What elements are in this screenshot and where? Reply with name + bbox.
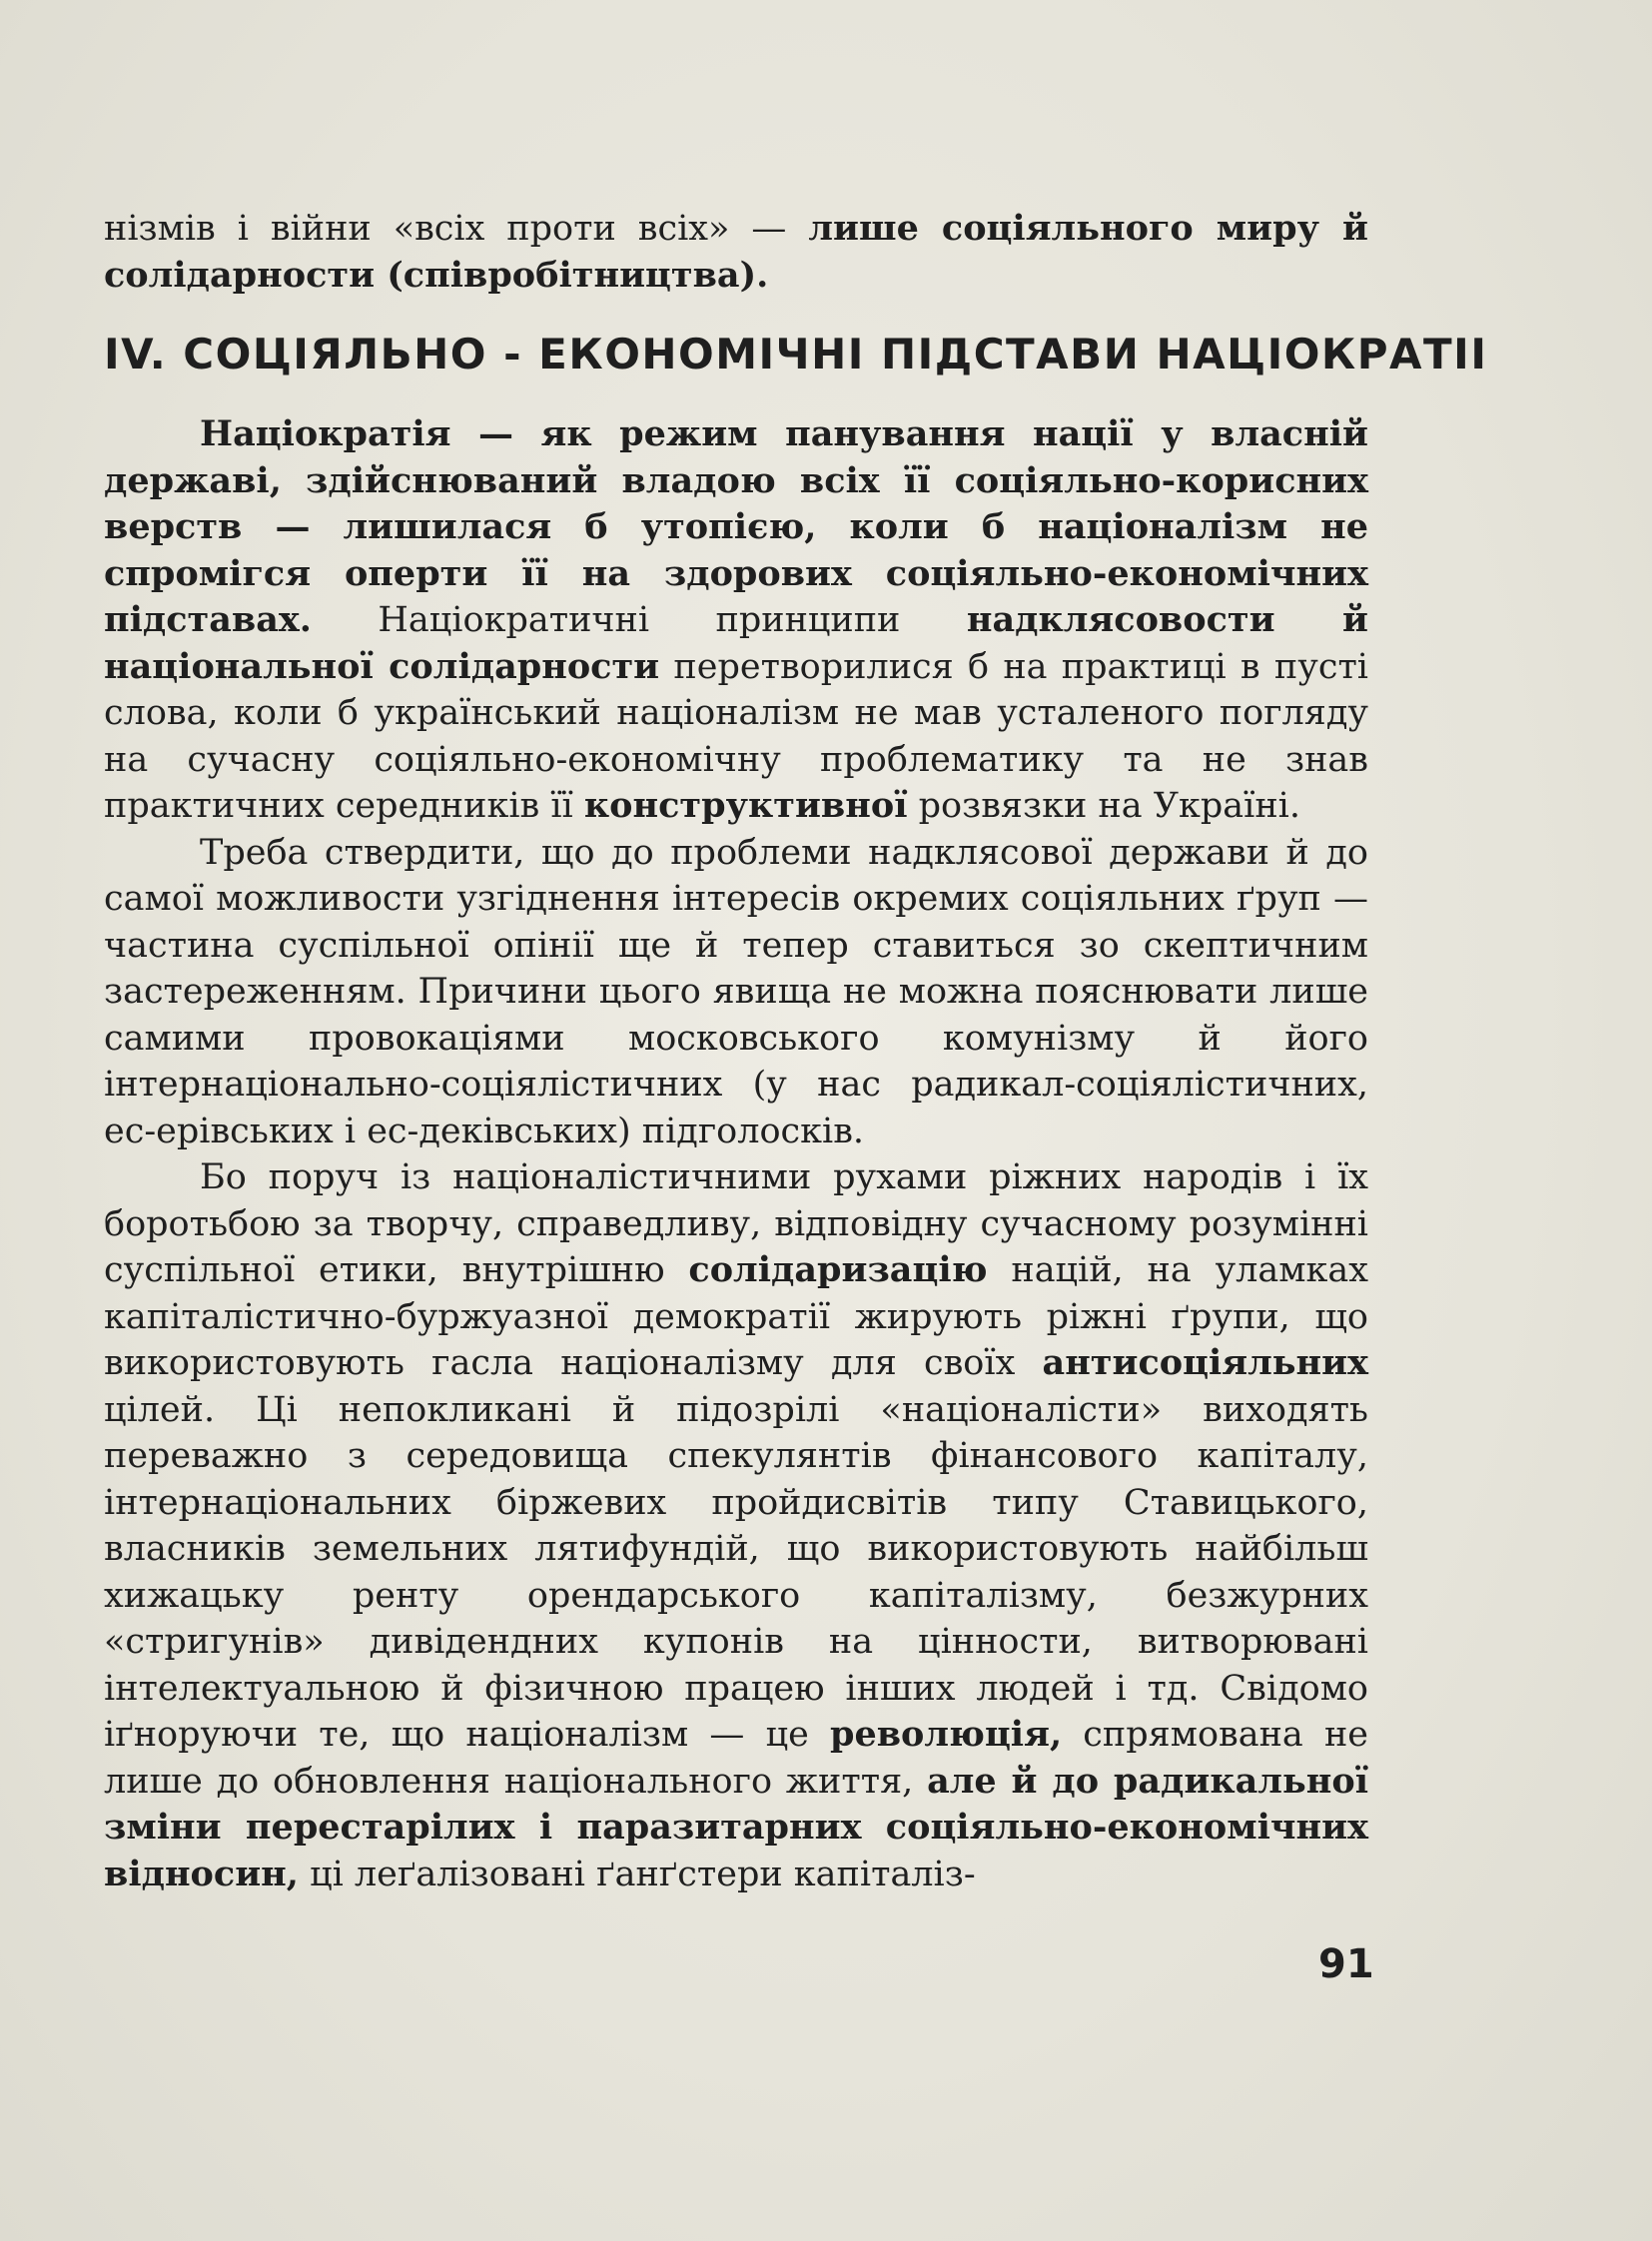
page-number: 91 — [1318, 1941, 1374, 1987]
body-text — [104, 411, 1368, 1897]
continued-text: нізмів і війни «всіх проти всіх» — — [104, 209, 809, 249]
p3-text-5: ці леґалізовані ґанґстери капіталіз- — [298, 1854, 976, 1894]
paragraph-2: Треба ствердити, що до проблеми надклясової держави й до самої можливости узгіднення інтересів окремих соціяльних ґруп — частина суспільної опінії ще й тепер ставиться зо скептичним застереженням. Причини цього явища не можна пояснювати лише самими провокаціями московського комунізму й його інтернаціонально-соціялістичних (у нас радикал-соціялістичних, ес-ерівських і ес-деківських) підголосків. — [104, 832, 1368, 1151]
paragraph-3 — [104, 1154, 1368, 1897]
continued-paragraph — [104, 206, 1368, 299]
p3-bold-revolution: революція, — [829, 1714, 1063, 1755]
paragraph-1 — [104, 411, 1368, 830]
p1-text-2: перетворилися б на практиці в пусті слова, коли б український націоналізм не мав усталеного погляду на сучасну соціяльно-економічну проблематику та не знав практичних середників її — [104, 646, 1368, 826]
p3-text-4: спрямована не лише до обновлення національного життя, — [104, 1715, 1368, 1802]
section-heading: IV. СОЦІЯЛЬНО - ЕКОНОМІЧНІ ПІДСТАВИ НАЦІОКРАТІІ — [104, 330, 1488, 378]
p3-bold-radical-change: але й до радикальної зміни перестарілих і паразитарних соціяльно-економічних відносин, — [104, 1760, 1368, 1894]
p3-text-3: цілей. Ці непокликані й підозрілі «націоналісти» виходять переважно з середовища спекулянтів фінансового капіталу, інтернаціональних біржевих пройдисвітів типу Ставицького, власників земельних лятифундій, що використовують найбільш хижацьку ренту орендарського капіталізму, безжурних «стригунів» дивідендних купонів на цінности, витворювані інтелектуальною й фізичною працею інших людей і тд. Свідомо іґноруючи те, що націоналізм — це — [104, 1389, 1368, 1755]
continued-bold-text-2: (співробітництва). — [375, 254, 769, 296]
continued-line-2 — [104, 253, 1368, 300]
p1-bold-intro: Націократія — як режим панування нації у власній державі, здійснюваний владою всіх її соціяльно-корисних верств — лишилася б утопією, коли б націоналізм не спромігся оперти її на здорових соціяльно-економічних підставах. — [104, 413, 1368, 640]
continued-bold-text: лише соціяльного миру й — [808, 208, 1368, 249]
p1-bold-principles: надклясовости й національної солідарности — [104, 599, 1368, 687]
p3-bold-solidarization: солідаризацію — [688, 1249, 988, 1290]
p3-text-2: націй, на уламках капіталістично-буржуазної демократії жирують ріжні ґрупи, що використовують гасла націоналізму для своїх — [104, 1250, 1368, 1383]
continued-bold-word: солідарности — [104, 254, 376, 296]
p3-text: Бо поруч із націоналістичними рухами ріжних народів і їх боротьбою за творчу, справедливу, відповідну сучасному розумінні суспільної етики, внутрішню — [104, 1157, 1368, 1290]
continued-line-1 — [104, 206, 1368, 253]
p3-bold-antisocial: антисоціяльних — [1042, 1342, 1368, 1383]
p1-text-3: розвязки на Україні. — [907, 786, 1300, 826]
p1-text: Націократичні принципи — [311, 600, 967, 640]
p1-bold-constructive: конструктивної — [583, 785, 908, 826]
